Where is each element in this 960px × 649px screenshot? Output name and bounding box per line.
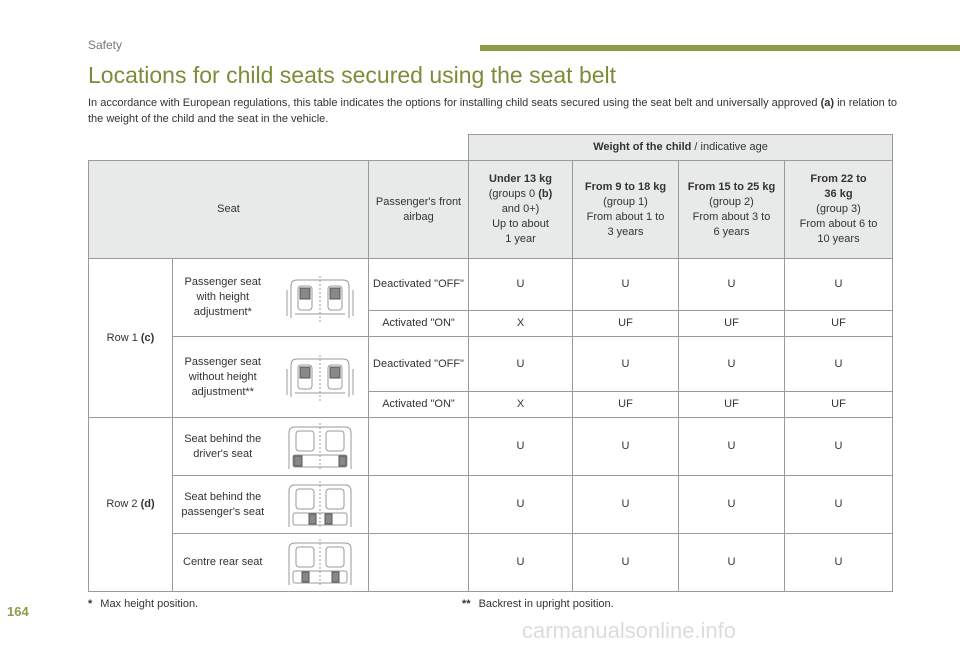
group-1-value: U <box>573 476 679 534</box>
table-row <box>89 534 893 592</box>
footnote-1 <box>88 598 198 610</box>
child-seat-table <box>88 134 893 592</box>
group-2-value: UF <box>679 392 785 418</box>
group-2-value: U <box>679 418 785 476</box>
group-2-group: (group 2) <box>709 195 754 208</box>
row-2-label <box>89 418 173 592</box>
intro-text: In accordance with European regulations, this table indicates the options for installing child seats secured using the seat belt and universally approved <box>88 97 821 109</box>
column-header-row <box>89 161 893 259</box>
group-1-value: UF <box>573 311 679 337</box>
airbag-status-empty <box>369 476 469 534</box>
footnote-text: Backrest in upright position. <box>478 598 614 610</box>
watermark: carmanualsonline.info <box>522 618 737 643</box>
group-0-value: X <box>469 311 573 337</box>
intro-paragraph <box>88 95 903 127</box>
group-2-weight: From 15 to 25 kg <box>687 180 776 193</box>
airbag-status: Activated "ON" <box>369 392 469 418</box>
section-accent-bar <box>480 45 960 51</box>
seat-column-header: Seat <box>89 161 369 259</box>
rear-seats-icon <box>281 479 359 531</box>
group-3-weight: From 22 to <box>810 173 867 185</box>
group-3-weight-cont: 36 kg <box>824 188 853 200</box>
group-2-header <box>679 161 785 259</box>
section-label: Safety <box>88 38 123 52</box>
weight-header-bold: Weight of the child <box>593 141 692 153</box>
group-0-value: X <box>469 392 573 418</box>
table-row <box>89 418 893 476</box>
group-0-ref: (b) <box>538 188 553 200</box>
table-row <box>89 259 893 311</box>
group-3-value: U <box>785 476 893 534</box>
airbag-status: Deactivated "OFF" <box>369 337 469 392</box>
intro-ref: (a) <box>820 97 835 109</box>
group-3-age-cont: 10 years <box>817 233 860 245</box>
page-title: Locations for child seats secured using the seat belt <box>88 62 617 88</box>
footnote-2 <box>462 598 614 610</box>
group-0-age: Up to about <box>492 218 549 230</box>
airbag-column-header: Passenger's front airbag <box>369 161 469 259</box>
seat-name: Seat behind the driver's seat <box>173 418 273 476</box>
weight-header-rest: / indicative age <box>691 141 768 153</box>
group-2-age: From about 3 to <box>692 210 771 223</box>
group-3-value: U <box>785 337 893 392</box>
group-0-weight: Under 13 kg <box>489 173 552 185</box>
group-1-value: U <box>573 337 679 392</box>
seat-name: Passenger seat with height adjustment* <box>173 259 273 337</box>
footnote-mark: * <box>88 598 93 610</box>
group-3-value: UF <box>785 392 893 418</box>
weight-header <box>469 135 893 161</box>
row-1-ref: (c) <box>140 331 155 344</box>
row-2-ref: (d) <box>140 498 155 510</box>
group-1-age-cont: 3 years <box>607 225 644 238</box>
row-1-label <box>89 259 173 418</box>
group-3-age: From about 6 to <box>799 218 878 230</box>
group-0-groups <box>472 187 569 202</box>
group-1-age: From about 1 to <box>586 210 665 223</box>
group-1-value: U <box>573 534 679 592</box>
page-number: 164 <box>7 604 29 619</box>
front-seats-icon <box>281 272 359 324</box>
group-3-group: (group 3) <box>816 203 861 215</box>
front-seats-icon <box>281 351 359 403</box>
airbag-status: Activated "ON" <box>369 311 469 337</box>
seat-diagram <box>273 476 369 534</box>
seat-name: Passenger seat without height adjustment** <box>173 337 273 418</box>
seat-diagram <box>273 337 369 418</box>
weight-header-row <box>89 135 893 161</box>
group-0-value: U <box>469 418 573 476</box>
group-1-header <box>573 161 679 259</box>
group-2-age-cont: 6 years <box>713 225 750 238</box>
rear-seats-icon <box>281 537 359 589</box>
seat-diagram <box>273 418 369 476</box>
footnote-text: Max height position. <box>100 598 199 610</box>
group-0-groups-text: (groups 0 <box>488 188 539 200</box>
group-0-groups-cont: and 0+) <box>501 203 540 215</box>
group-3-value: UF <box>785 311 893 337</box>
group-2-value: U <box>679 534 785 592</box>
group-3-header <box>785 161 893 259</box>
group-2-value: U <box>679 476 785 534</box>
table-row <box>89 337 893 392</box>
group-2-value: U <box>679 259 785 311</box>
airbag-status-empty <box>369 418 469 476</box>
group-3-value: U <box>785 259 893 311</box>
row-2-label-text: Row 2 <box>106 498 141 510</box>
table-row <box>89 476 893 534</box>
airbag-status: Deactivated "OFF" <box>369 259 469 311</box>
group-2-value: U <box>679 337 785 392</box>
footnote-mark: ** <box>462 598 471 610</box>
group-1-value: UF <box>573 392 679 418</box>
group-3-value: U <box>785 534 893 592</box>
seat-name: Centre rear seat <box>173 534 273 592</box>
group-0-value: U <box>469 337 573 392</box>
group-0-header <box>469 161 573 259</box>
group-1-group: (group 1) <box>603 195 648 208</box>
row-1-label-text: Row 1 <box>106 331 141 344</box>
group-0-value: U <box>469 476 573 534</box>
group-1-value: U <box>573 418 679 476</box>
seat-name: Seat behind the passenger's seat <box>173 476 273 534</box>
group-2-value: UF <box>679 311 785 337</box>
intro-text-end: in relation to the weight of the child and the seat in the vehicle. <box>88 97 897 125</box>
group-3-value: U <box>785 418 893 476</box>
airbag-status-empty <box>369 534 469 592</box>
seat-diagram <box>273 534 369 592</box>
group-0-value: U <box>469 534 573 592</box>
group-1-value: U <box>573 259 679 311</box>
group-1-weight: From 9 to 18 kg <box>584 180 667 193</box>
group-0-value: U <box>469 259 573 311</box>
rear-seats-icon <box>281 421 359 473</box>
group-0-age-cont: 1 year <box>505 233 536 245</box>
seat-diagram <box>273 259 369 337</box>
